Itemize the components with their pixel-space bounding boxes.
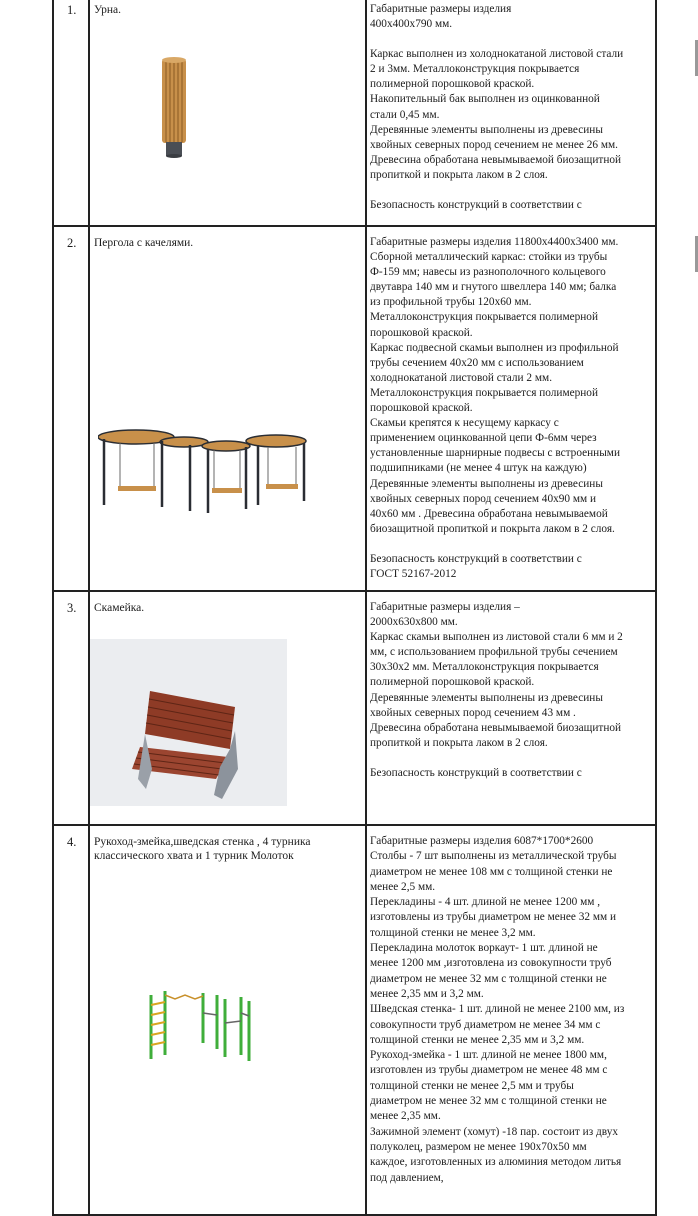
row-number-cell — [53, 825, 89, 1215]
description-line: Каркас подвесной скамьи выполнен из профильной — [370, 341, 619, 354]
description-line: Металлоконструкция покрывается полимерной — [370, 311, 598, 324]
description-line: каждое, изготовленных из алюминия методом литья — [370, 1156, 622, 1169]
description-line: диаметром не менее 32 мм с толщиной стенки не — [370, 972, 607, 985]
workout-image — [145, 983, 255, 1063]
product-cell — [89, 0, 366, 226]
description-line: полуколец, размером не менее 190х70х50 мм — [370, 1140, 587, 1153]
description-line: 2 и 3мм. Металлоконструкция покрывается — [370, 63, 580, 76]
description-line: пропиткой и покрыта лаком в 2 слоя. — [370, 168, 548, 181]
product-cell — [89, 591, 366, 825]
description-line: порошковой краской. — [370, 326, 473, 339]
description-line: Древесина обработана невымываемой биозащитной — [370, 153, 622, 166]
description-line: порошковой краской. — [370, 402, 473, 415]
description-cell — [366, 825, 656, 1215]
description-line: Безопасность конструкций в соответствии с — [370, 766, 582, 779]
description-line: Безопасность конструкций в соответствии с — [370, 199, 582, 212]
description-line: Шведская стенка- 1 шт. длиной не менее 2100 мм, из — [370, 1003, 625, 1016]
description-line: толщиной стенки не менее 2,5 мм и трубы — [370, 1079, 574, 1092]
description-line: Безопасность конструкций в соответствии с — [370, 552, 582, 565]
row-number: 1. — [67, 3, 77, 17]
description-line: Каркас скамьи выполнен из листовой стали 6 мм и 2 — [370, 631, 623, 644]
description-line: 2000х630х800 мм. — [370, 616, 458, 629]
description-line: Перекладины - 4 шт. длиной не менее 1200 мм , — [370, 896, 601, 909]
description-line: применением оцинкованной цепи Ф-6мм через — [370, 432, 597, 445]
table-row — [53, 0, 656, 226]
product-name: Урна. — [94, 4, 122, 16]
description-line: холоднокатаной листовой стали 2 мм. — [370, 371, 553, 384]
description-line: Габаритные размеры изделия 11800х4400х3400 мм. — [370, 236, 619, 248]
description-line: Каркас выполнен из холоднокатаной листовой стали — [370, 48, 624, 61]
description-line: стали 0,45 мм. — [370, 108, 440, 121]
table-row — [53, 825, 656, 1215]
description-line: двутавра 140 мм и гнутого швеллера 140 мм; балка — [370, 281, 617, 294]
description-line: Древесина обработана невымываемой биозащитной — [370, 721, 622, 734]
description-line: Скамьи крепятся к несущему каркасу с — [370, 417, 559, 430]
description-line: Столбы - 7 шт выполнены из металлической трубы — [370, 850, 617, 863]
table-row — [53, 591, 656, 825]
description — [367, 826, 655, 1186]
urn-image — [115, 45, 235, 165]
description — [367, 592, 655, 781]
description-line: Рукоход-змейка - 1 шт. длиной не менее 1800 мм, — [370, 1049, 607, 1062]
product-name: Рукоход-змейка,шведская стенка , 4 турника классического хвата и 1 турник Молоток — [94, 836, 311, 862]
description-line: из профильной трубы 120х60 мм. — [370, 296, 532, 309]
bench-image — [90, 639, 287, 806]
description-line: толщиной стенки не менее 2,35 мм и 3,2 мм. — [370, 1033, 585, 1046]
row-number-cell — [53, 226, 89, 591]
pergola-image — [98, 425, 318, 520]
product-name: Скамейка. — [94, 602, 145, 614]
description-line: Деревянные элементы выполнены из древесины — [370, 477, 603, 490]
description-line: изготовлены из трубы диаметром не менее 32 мм и — [370, 911, 616, 924]
description — [367, 227, 655, 582]
description-cell — [366, 226, 656, 591]
table-row — [53, 226, 656, 591]
description-line: Перекладина молоток воркаут- 1 шт. длиной не — [370, 942, 598, 955]
product-cell — [89, 825, 366, 1215]
description-line: полимерной порошковой краской. — [370, 78, 535, 91]
row-number: 4. — [67, 835, 77, 849]
description-line: диаметром не менее 108 мм с толщиной стенки не — [370, 865, 613, 878]
description-line: Ф-159 мм; навесы из разнополочного кольцевого — [370, 266, 606, 279]
description-line: хвойных северных пород сечением не менее 26 мм. — [370, 138, 618, 151]
product-cell — [89, 226, 366, 591]
description-line: Деревянные элементы выполнены из древесины — [370, 691, 603, 704]
description-line: менее 2,35 мм и 3,2 мм. — [370, 987, 484, 1000]
description-line: подшипниками (не менее 4 штук на каждую) — [370, 462, 587, 475]
description-line: Габаритные размеры изделия 6087*1700*2600 — [370, 835, 594, 847]
description-line: 40х60 мм . Древесина обработана невымываемой — [370, 507, 608, 520]
description-line: трубы сечением 40х20 мм с использованием — [370, 356, 584, 369]
description-line: полимерной порошковой краской. — [370, 676, 535, 689]
description-line: Накопительный бак выполнен из оцинкованной — [370, 93, 600, 106]
description-line: биозащитной пропиткой и покрыта лаком в 2 слоя. — [370, 522, 615, 535]
product-name: Пергола с качелями. — [94, 237, 194, 249]
description-line: установленные шарнирные подвесы с встроенными — [370, 447, 621, 460]
description-line: 400х400х790 мм. — [370, 18, 453, 31]
description-line: менее 2,35 мм. — [370, 1110, 441, 1123]
description-line: диаметром не менее 32 мм с толщиной стенки не — [370, 1095, 607, 1108]
description-cell — [366, 591, 656, 825]
description-line: под давлением, — [370, 1171, 444, 1184]
row-number: 2. — [67, 236, 77, 250]
description-line: менее 1200 мм ,изготовлена из совокупности труб — [370, 957, 612, 970]
description-line: хвойных северных пород сечением 43 мм . — [370, 706, 576, 719]
description-line: Деревянные элементы выполнены из древесины — [370, 123, 603, 136]
description-line: 30х30х2 мм. Металлоконструкция покрывается — [370, 661, 599, 674]
description-line: толщиной стенки не менее 3,2 мм. — [370, 926, 536, 939]
row-number: 3. — [67, 601, 77, 615]
description-line: менее 2,5 мм. — [370, 880, 436, 893]
description-line: Габаритные размеры изделия – — [370, 601, 520, 613]
spec-table — [52, 0, 657, 1216]
description-line: Габаритные размеры изделия — [370, 3, 512, 15]
description-line: Металлоконструкция покрывается полимерной — [370, 386, 598, 399]
row-number-cell — [53, 0, 89, 226]
description-cell — [366, 0, 656, 226]
description-line: изготовлен из трубы диаметром не менее 48 мм с — [370, 1064, 608, 1077]
description-line: пропиткой и покрыта лаком в 2 слоя. — [370, 736, 548, 749]
description-line: Сборной металлический каркас: стойки из трубы — [370, 251, 608, 264]
row-number-cell — [53, 591, 89, 825]
description — [367, 0, 655, 213]
description-line: Зажимной элемент (хомут) -18 пар. состоит из двух — [370, 1125, 619, 1138]
description-line: хвойных северных пород сечением 40х90 мм и — [370, 492, 597, 505]
description-line: мм, с использованием профильной трубы сечением — [370, 646, 618, 659]
description-line: совокупности труб диаметром не менее 34 мм с — [370, 1018, 601, 1031]
description-line: ГОСТ 52167-2012 — [370, 567, 457, 580]
